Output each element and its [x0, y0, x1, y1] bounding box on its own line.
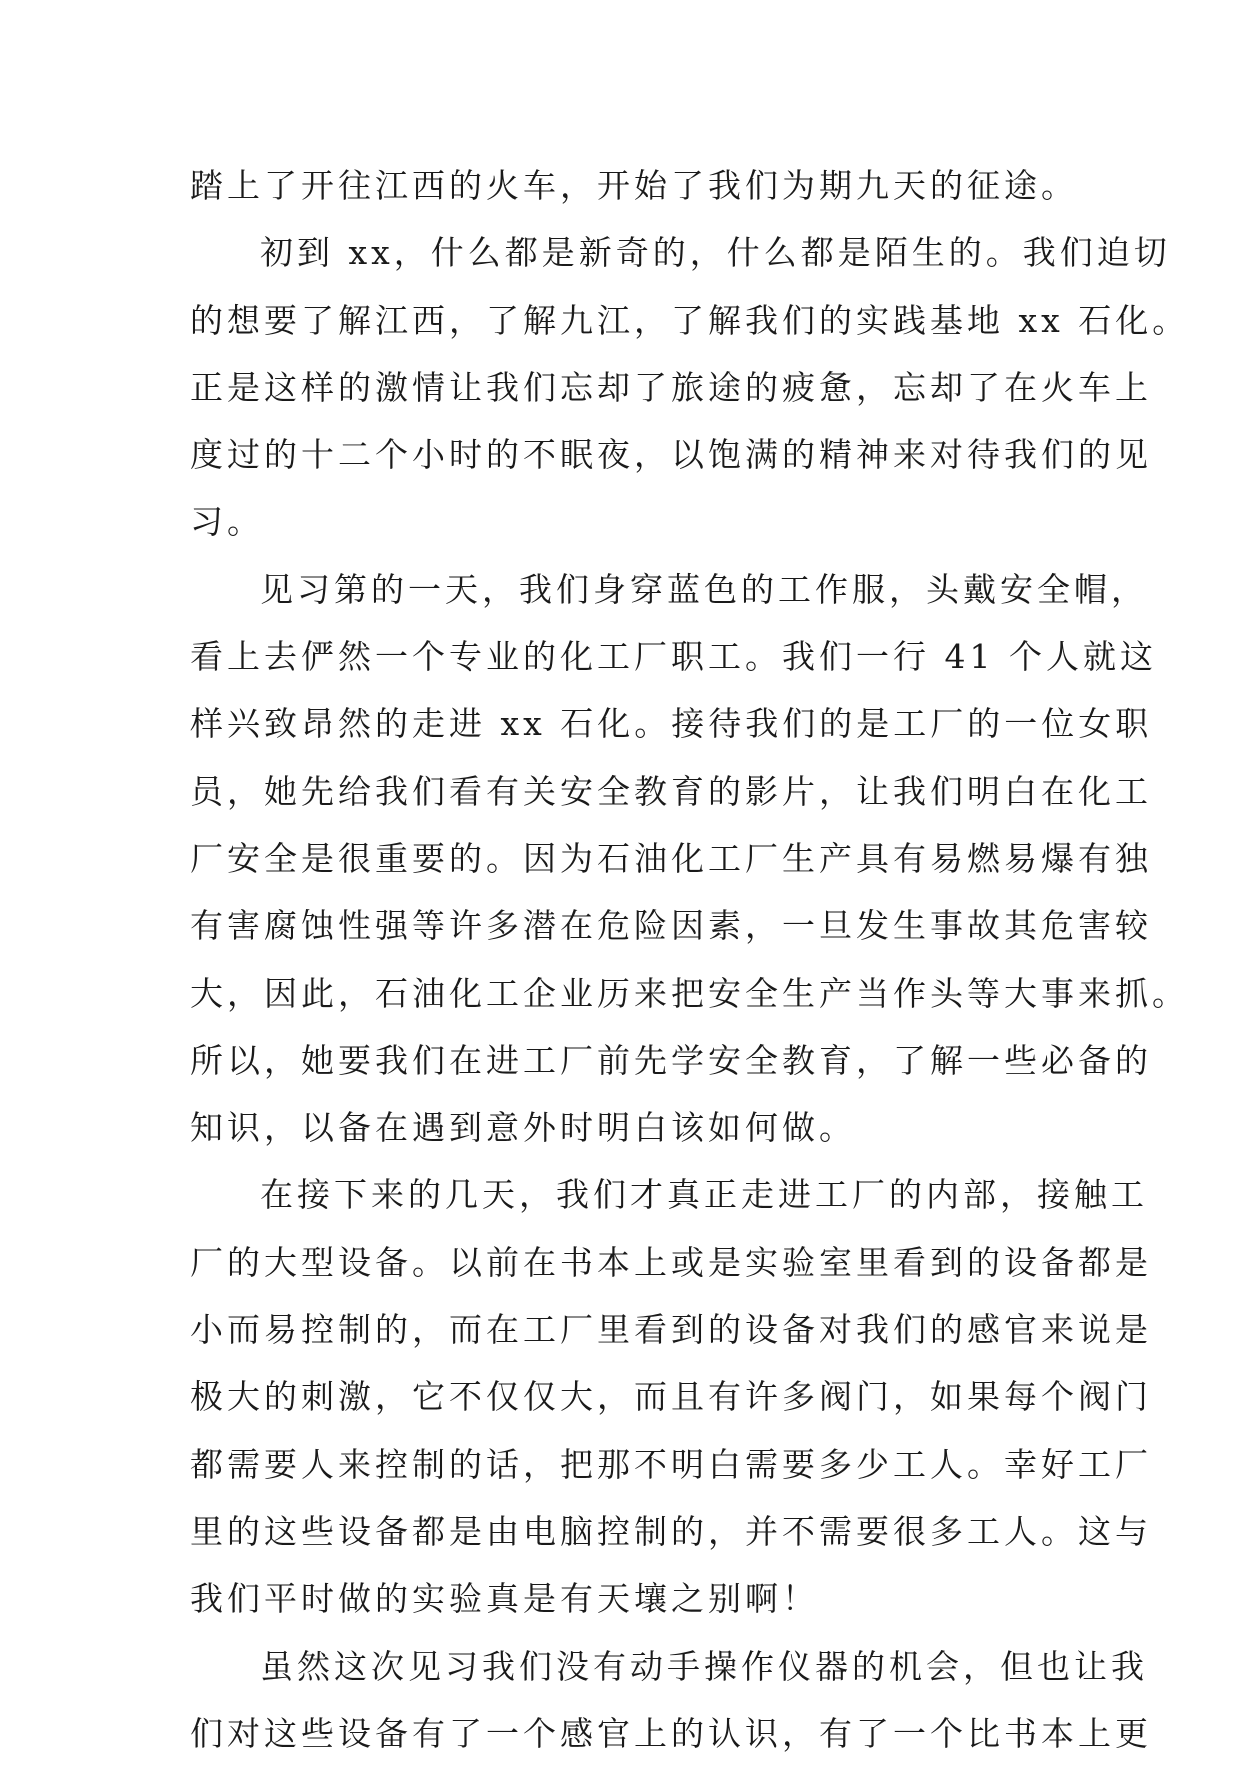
text-line: 的想要了解江西，了解九江，了解我们的实践基地 xx 石化。: [190, 300, 1190, 340]
text-line: 踏上了开往江西的火车，开始了我们为期九天的征途。: [190, 166, 1078, 205]
text-line: 厂的大型设备。以前在书本上或是实验室里看到的设备都是: [190, 1242, 1152, 1282]
paragraph-4: [190, 1161, 1152, 1632]
paragraph-5: [190, 1633, 1152, 1767]
text-line: 所以，她要我们在进工厂前先学安全教育，了解一些必备的: [190, 1040, 1152, 1080]
text-line: 都需要人来控制的话，把那不明白需要多少工人。幸好工厂: [190, 1444, 1152, 1484]
text-line: 初到 xx，什么都是新奇的，什么都是陌生的。我们迫切: [260, 233, 1171, 273]
text-line: 见习第的一天，我们身穿蓝色的工作服，头戴安全帽，: [260, 569, 1148, 609]
text-line: 知识，以备在遇到意外时明白该如何做。: [190, 1108, 856, 1148]
text-line: 有害腐蚀性强等许多潜在危险因素，一旦发生事故其危害较: [190, 906, 1152, 946]
text-line: 看上去俨然一个专业的化工厂职工。我们一行 41 个人就这: [190, 637, 1157, 677]
text-line: 习。: [190, 502, 264, 542]
text-line: 小而易控制的，而在工厂里看到的设备对我们的感官来说是: [190, 1310, 1152, 1350]
text-line: 虽然这次见习我们没有动手操作仪器的机会，但也让我: [260, 1646, 1148, 1686]
text-line: 样兴致昂然的走进 xx 石化。接待我们的是工厂的一位女职: [190, 704, 1153, 744]
text-line: 在接下来的几天，我们才真正走进工厂的内部，接触工: [260, 1175, 1148, 1215]
text-line: 里的这些设备都是由电脑控制的，并不需要很多工人。这与: [190, 1511, 1152, 1551]
paragraph-2: [190, 219, 1190, 555]
text-line: 员，她先给我们看有关安全教育的影片，让我们明白在化工: [190, 771, 1152, 811]
text-line: 厂安全是很重要的。因为石油化工厂生产具有易燃易爆有独: [190, 838, 1152, 878]
paragraph-3: [190, 556, 1189, 1162]
text-line: 大，因此，石油化工企业历来把安全生产当作头等大事来抓。: [190, 973, 1189, 1013]
body-text: [190, 152, 1190, 1767]
text-line: 我们平时做的实验真是有天壤之别啊！: [190, 1579, 819, 1619]
text-line: 极大的刺激，它不仅仅大，而且有许多阀门，如果每个阀门: [190, 1377, 1152, 1417]
paragraph-1: [190, 152, 1078, 219]
text-line: 正是这样的激情让我们忘却了旅途的疲惫，忘却了在火车上: [190, 367, 1152, 407]
text-line: 们对这些设备有了一个感官上的认识，有了一个比书本上更: [190, 1713, 1152, 1753]
text-line: 度过的十二个小时的不眠夜，以饱满的精神来对待我们的见: [190, 435, 1152, 475]
